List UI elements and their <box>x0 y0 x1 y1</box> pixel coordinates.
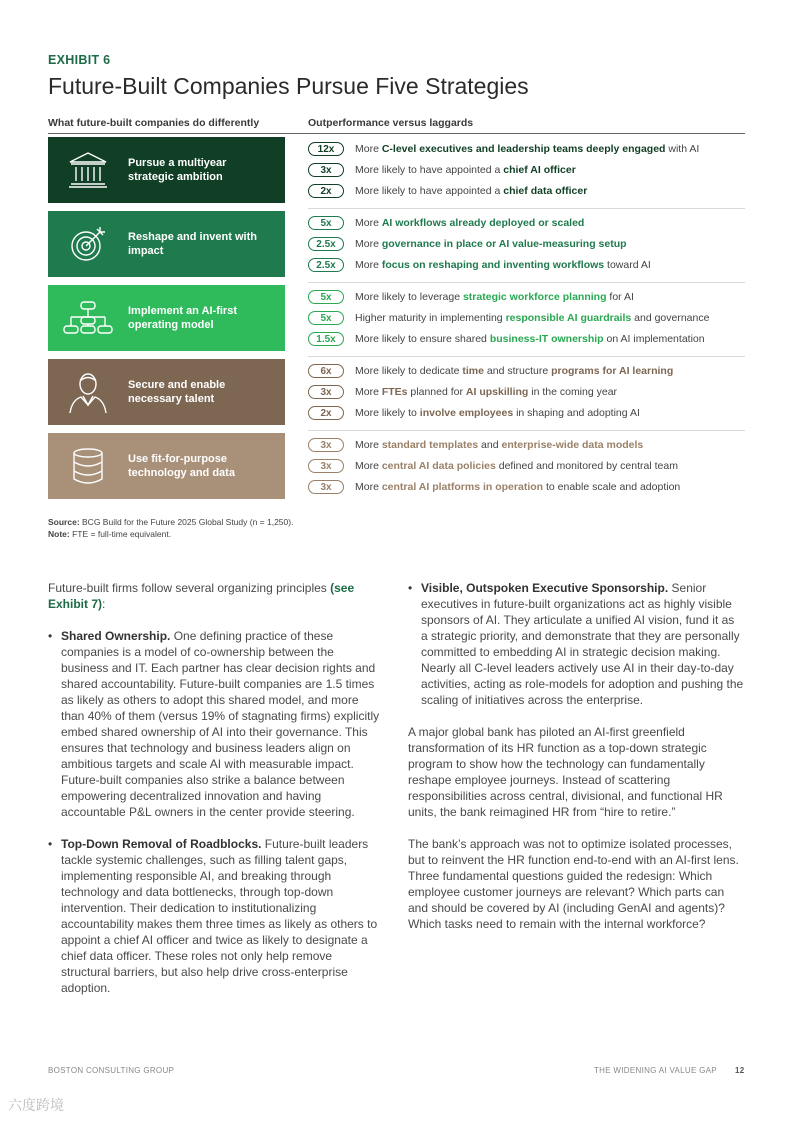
intro-text: Future-built firms follow several organizing principles <box>48 581 331 595</box>
metric-text <box>355 386 617 398</box>
bullet-heading: Shared Ownership. <box>61 629 171 643</box>
column-header-outperformance: Outperformance versus laggards <box>308 117 474 129</box>
person-icon <box>48 359 128 425</box>
metric-text <box>355 291 634 303</box>
metric-plain-text: to enable scale and adoption <box>543 481 681 493</box>
metric-plain-text: More likely to <box>355 407 420 419</box>
note-line <box>48 529 171 539</box>
metric-text <box>355 407 640 419</box>
metric-plain-text: More <box>355 238 382 250</box>
source-label: Source: <box>48 517 80 527</box>
metric-highlight: strategic workforce planning <box>462 291 607 303</box>
exhibit-title: Future-Built Companies Pursue Five Strategies <box>48 73 529 99</box>
row-separator <box>308 208 745 209</box>
multiplier-badge: 3x <box>308 385 344 399</box>
database-icon <box>48 433 128 499</box>
metric-line <box>308 139 699 159</box>
metric-text <box>355 217 584 229</box>
metric-highlight: FTEs <box>381 386 408 398</box>
metric-text <box>355 333 705 345</box>
note-label: Note: <box>48 529 70 539</box>
metric-line <box>308 181 587 201</box>
watermark: 六度跨境 <box>8 1097 64 1113</box>
exhibit-label: EXHIBIT 6 <box>48 53 111 67</box>
metric-line <box>308 382 617 402</box>
metric-text <box>355 439 643 451</box>
strategy-label: Use fit-for-purpose technology and data <box>128 453 235 479</box>
column-header-strategies: What future-built companies do differently <box>48 117 260 129</box>
metric-plain-text: More likely to ensure shared <box>355 333 490 345</box>
metric-plain-text: Higher maturity in implementing <box>355 312 506 324</box>
metric-plain-text: and governance <box>631 312 710 324</box>
strategy-label: Implement an AI-first operating model <box>128 305 237 331</box>
intro-end: : <box>102 597 106 611</box>
metric-highlight: AI upskilling <box>465 386 529 398</box>
bullet-heading: Visible, Outspoken Executive Sponsorship. <box>421 581 669 595</box>
metric-highlight: enterprise-wide data models <box>501 439 644 451</box>
bullet-executive-sponsorship <box>408 580 744 708</box>
exhibit-7-link[interactable]: (see Exhibit 7) <box>48 581 355 611</box>
header-rule <box>48 133 745 134</box>
multiplier-badge: 5x <box>308 311 344 325</box>
metric-line <box>308 255 651 275</box>
bank-paragraph-1: A major global bank has piloted an AI-first greenfield transformation of its HR function as a top-down strategic program to show how the technology can fundamentally reshape employee journeys. Instead of scattering responsibilities across central, divisional, and functional HR units, the bank reimagined HR from “hire to retire.” <box>408 725 723 819</box>
multiplier-badge: 5x <box>308 290 344 304</box>
strategy-label: Pursue a multiyear strategic ambition <box>128 157 227 183</box>
org-chart-icon <box>48 285 128 351</box>
bullet-text: Future-built leaders tackle systemic challenges, such as filling talent gaps, implementing responsible AI, and breaking through technology and data bottlenecks, through top-down intervention. Their dedication to institutionalizing accountability makes them three times as likely as others to appoint a chief AI officer and twice as likely to designate a chief data officer. These roles not only help remove structural barriers, but also help drive cross-enterprise adoption. <box>61 837 378 995</box>
metric-highlight: standard templates <box>381 439 479 451</box>
metric-highlight: AI workflows already deployed or scaled <box>381 217 585 229</box>
metric-line <box>308 160 576 180</box>
metric-text <box>355 365 673 377</box>
body-left-column <box>48 580 382 996</box>
metric-plain-text: in the coming year <box>528 386 618 398</box>
metric-plain-text: with AI <box>665 143 700 155</box>
metric-plain-text: More <box>355 439 382 451</box>
institution-icon <box>48 137 128 203</box>
metric-highlight: central AI data policies <box>381 460 496 472</box>
bullet-shared-ownership <box>48 628 382 820</box>
target-icon <box>48 211 128 277</box>
source-text: BCG Build for the Future 2025 Global Study (n = 1,250). <box>79 517 294 527</box>
metric-highlight: focus on reshaping and inventing workflows <box>381 259 605 271</box>
multiplier-badge: 3x <box>308 480 344 494</box>
bullet-roadblocks <box>48 836 382 996</box>
intro-paragraph <box>48 580 382 612</box>
note-text: FTE = full-time equivalent. <box>69 529 172 539</box>
metric-plain-text: on AI implementation <box>603 333 705 345</box>
multiplier-badge: 3x <box>308 459 344 473</box>
metric-text <box>355 312 709 324</box>
metric-plain-text: and <box>478 439 502 451</box>
multiplier-badge: 1.5x <box>308 332 344 346</box>
metric-highlight: chief AI officer <box>503 164 576 176</box>
source-line <box>48 517 293 527</box>
metric-plain-text: More likely to leverage <box>355 291 463 303</box>
metric-highlight: responsible AI guardrails <box>505 312 632 324</box>
bank-paragraph-2: The bank’s approach was not to optimize isolated processes, but to reinvent the HR function end-to-end with an AI-first lens. Three fundamental questions guided the redesign: Which employee customer journeys are relevant? Which parts can and should be covered by AI (including GenAI and agents)? Which tasks need to remain with the internal workforce? <box>408 837 739 931</box>
multiplier-badge: 2x <box>308 184 344 198</box>
metric-highlight: time <box>462 365 484 377</box>
body-right-column <box>408 580 744 932</box>
metric-highlight: involve employees <box>419 407 514 419</box>
metric-line <box>308 403 640 423</box>
metric-plain-text: planned for <box>407 386 466 398</box>
metric-plain-text: More <box>355 460 382 472</box>
metric-plain-text: More <box>355 143 382 155</box>
bullet-text: Senior executives in future-built organizations act as highly visible sponsors of AI. They articulate a unified AI vision, fund it as a strategic priority, and demonstrate that they are personally committed to embedding AI in strategic decision making. Nearly all C-level leaders actively use AI in their day-to-day activities, acting as role-models for adoption and pushing the scaling of initiatives across the enterprise. <box>421 581 744 707</box>
page-number: 12 <box>735 1066 745 1075</box>
bullet-heading: Top-Down Removal of Roadblocks. <box>61 837 262 851</box>
strategy-box <box>48 137 285 203</box>
metric-plain-text: and structure <box>483 365 552 377</box>
footer-publisher: BOSTON CONSULTING GROUP <box>48 1066 175 1075</box>
metric-line <box>308 308 709 328</box>
multiplier-badge: 3x <box>308 438 344 452</box>
metric-plain-text: defined and monitored by central team <box>495 460 678 472</box>
metric-line <box>308 213 584 233</box>
metric-highlight: C-level executives and leadership teams deeply engaged <box>381 143 666 155</box>
metric-text <box>355 460 678 472</box>
strategy-box <box>48 285 285 351</box>
metric-line <box>308 435 643 455</box>
metric-plain-text: in shaping and adopting AI <box>513 407 640 419</box>
metric-line <box>308 329 705 349</box>
metric-line <box>308 456 678 476</box>
metric-text <box>355 238 627 250</box>
metric-highlight: programs for AI learning <box>551 365 674 377</box>
footer-report-title: THE WIDENING AI VALUE GAP <box>594 1066 717 1075</box>
metric-text <box>355 259 651 271</box>
metric-plain-text: More <box>355 481 382 493</box>
metric-line <box>308 234 627 254</box>
metric-plain-text: toward AI <box>604 259 651 271</box>
metric-text <box>355 185 587 197</box>
row-separator <box>308 356 745 357</box>
multiplier-badge: 3x <box>308 163 344 177</box>
multiplier-badge: 2.5x <box>308 258 344 272</box>
row-separator <box>308 430 745 431</box>
metric-text <box>355 164 576 176</box>
strategy-box <box>48 211 285 277</box>
metric-line <box>308 361 673 381</box>
row-separator <box>308 282 745 283</box>
metric-line <box>308 477 680 497</box>
multiplier-badge: 2.5x <box>308 237 344 251</box>
metric-highlight: chief data officer <box>503 185 588 197</box>
multiplier-badge: 2x <box>308 406 344 420</box>
metric-highlight: governance in place or AI value-measuring setup <box>381 238 627 250</box>
multiplier-badge: 6x <box>308 364 344 378</box>
metric-plain-text: More <box>355 386 382 398</box>
strategy-box <box>48 433 285 499</box>
strategy-box <box>48 359 285 425</box>
metric-highlight: central AI platforms in operation <box>381 481 544 493</box>
strategy-label: Reshape and invent with impact <box>128 231 257 257</box>
multiplier-badge: 5x <box>308 216 344 230</box>
metric-plain-text: More <box>355 259 382 271</box>
metric-plain-text: More likely to dedicate <box>355 365 463 377</box>
multiplier-badge: 12x <box>308 142 344 156</box>
strategy-label: Secure and enable necessary talent <box>128 379 226 405</box>
metric-plain-text: More <box>355 217 382 229</box>
metric-text <box>355 481 680 493</box>
metric-line <box>308 287 634 307</box>
metric-text <box>355 143 699 155</box>
metric-plain-text: More likely to have appointed a <box>355 185 504 197</box>
metric-plain-text: for AI <box>606 291 634 303</box>
metric-plain-text: More likely to have appointed a <box>355 164 504 176</box>
bullet-text: One defining practice of these companies is a model of co-ownership between the business and IT. Each partner has clear decision rights and shared accountability. Future-built companies are 1.5 times as likely as others to adopt this shared model, and more than 40% of them (versus 19% of stagnating firms) explicitly embed shared ownership of AI into their governance. This ensures that technology and business leaders align on ambitious targets and scale AI with measurable impact. Future-built companies also strike a balance between empowering decentralized innovation and having accountable P&L owners in the center provide steering. <box>61 629 380 819</box>
metric-highlight: business-IT ownership <box>489 333 604 345</box>
